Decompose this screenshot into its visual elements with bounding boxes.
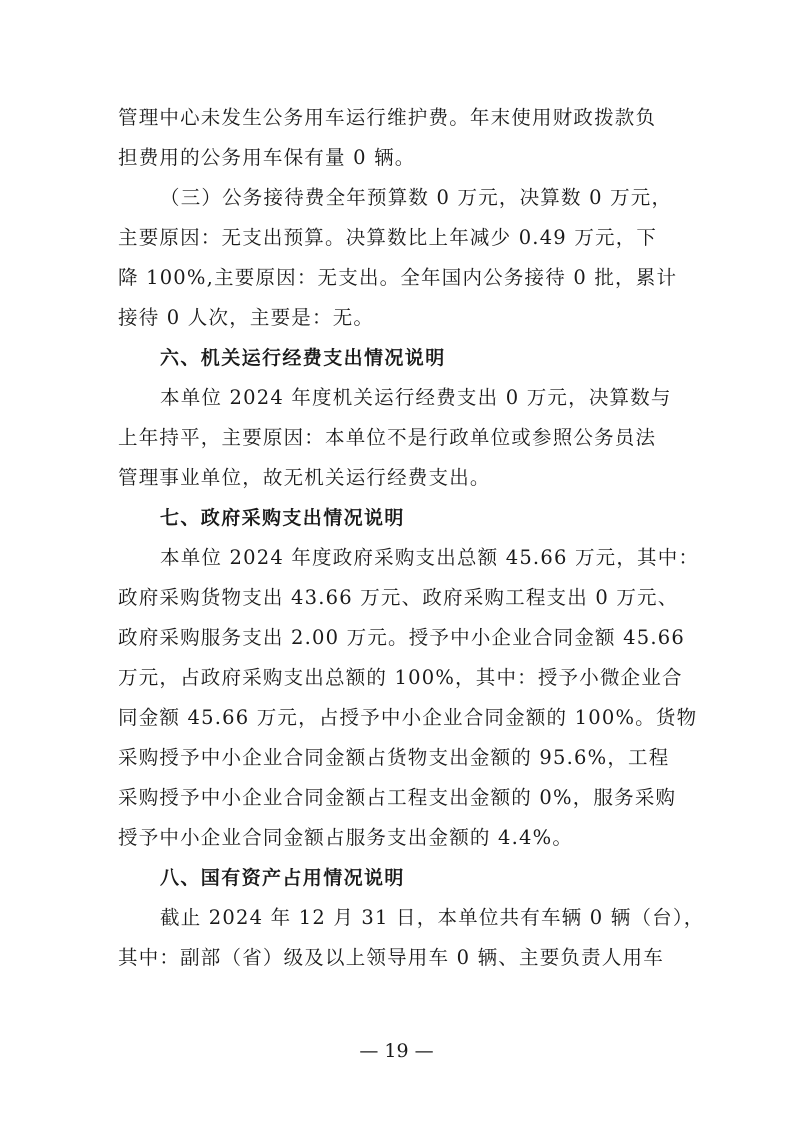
paragraph-line: 担费用的公务用车保有量 0 辆。 xyxy=(118,146,416,169)
paragraph-line: 接待 0 人次，主要是：无。 xyxy=(118,306,375,329)
paragraph-line: 管理事业单位，故无机关运行经费支出。 xyxy=(118,466,491,489)
paragraph-line: 采购授予中小企业合同金额占工程支出金额的 0%，服务采购 xyxy=(118,786,677,809)
paragraph-line: 万元，占政府采购支出总额的 100%，其中：授予小微企业合 xyxy=(118,666,683,689)
paragraph-line: 政府采购货物支出 43.66 万元、政府采购工程支出 0 万元、 xyxy=(118,586,679,609)
paragraph-line: 采购授予中小企业合同金额占货物支出金额的 95.6%，工程 xyxy=(118,746,670,769)
paragraph-line: 本单位 2024 年度机关运行经费支出 0 万元，决算数与 xyxy=(160,386,672,409)
paragraph-line: （三）公务接待费全年预算数 0 万元，决算数 0 万元， xyxy=(160,186,673,209)
section-heading: 七、政府采购支出情况说明 xyxy=(160,507,405,529)
document-body xyxy=(118,98,705,978)
page-number: — 19 — xyxy=(359,1040,434,1062)
paragraph-line: 本单位 2024 年度政府采购支出总额 45.66 万元，其中： xyxy=(160,546,700,569)
paragraph-line: 主要原因：无支出预算。决算数比上年减少 0.49 万元，下 xyxy=(118,226,658,249)
paragraph-line: 政府采购服务支出 2.00 万元。授予中小企业合同金额 45.66 xyxy=(118,626,685,649)
paragraph-line: 同金额 45.66 万元，占授予中小企业合同金额的 100%。货物 xyxy=(118,706,698,729)
section-heading: 八、国有资产占用情况说明 xyxy=(160,867,405,889)
paragraph-line: 上年持平，主要原因：本单位不是行政单位或参照公务员法 xyxy=(118,426,657,449)
paragraph-line: 授予中小企业合同金额占服务支出金额的 4.4%。 xyxy=(118,826,574,849)
section-heading: 六、机关运行经费支出情况说明 xyxy=(160,347,446,369)
paragraph-line: 截止 2024 年 12 月 31 日，本单位共有车辆 0 辆（台）， xyxy=(160,906,705,929)
paragraph-line: 管理中心未发生公务用车运行维护费。年末使用财政拨款负 xyxy=(118,106,657,129)
paragraph-line: 其中：副部（省）级及以上领导用车 0 辆、主要负责人用车 xyxy=(118,946,664,969)
paragraph-line: 降 100%,主要原因：无支出。全年国内公务接待 0 批，累计 xyxy=(118,266,678,289)
